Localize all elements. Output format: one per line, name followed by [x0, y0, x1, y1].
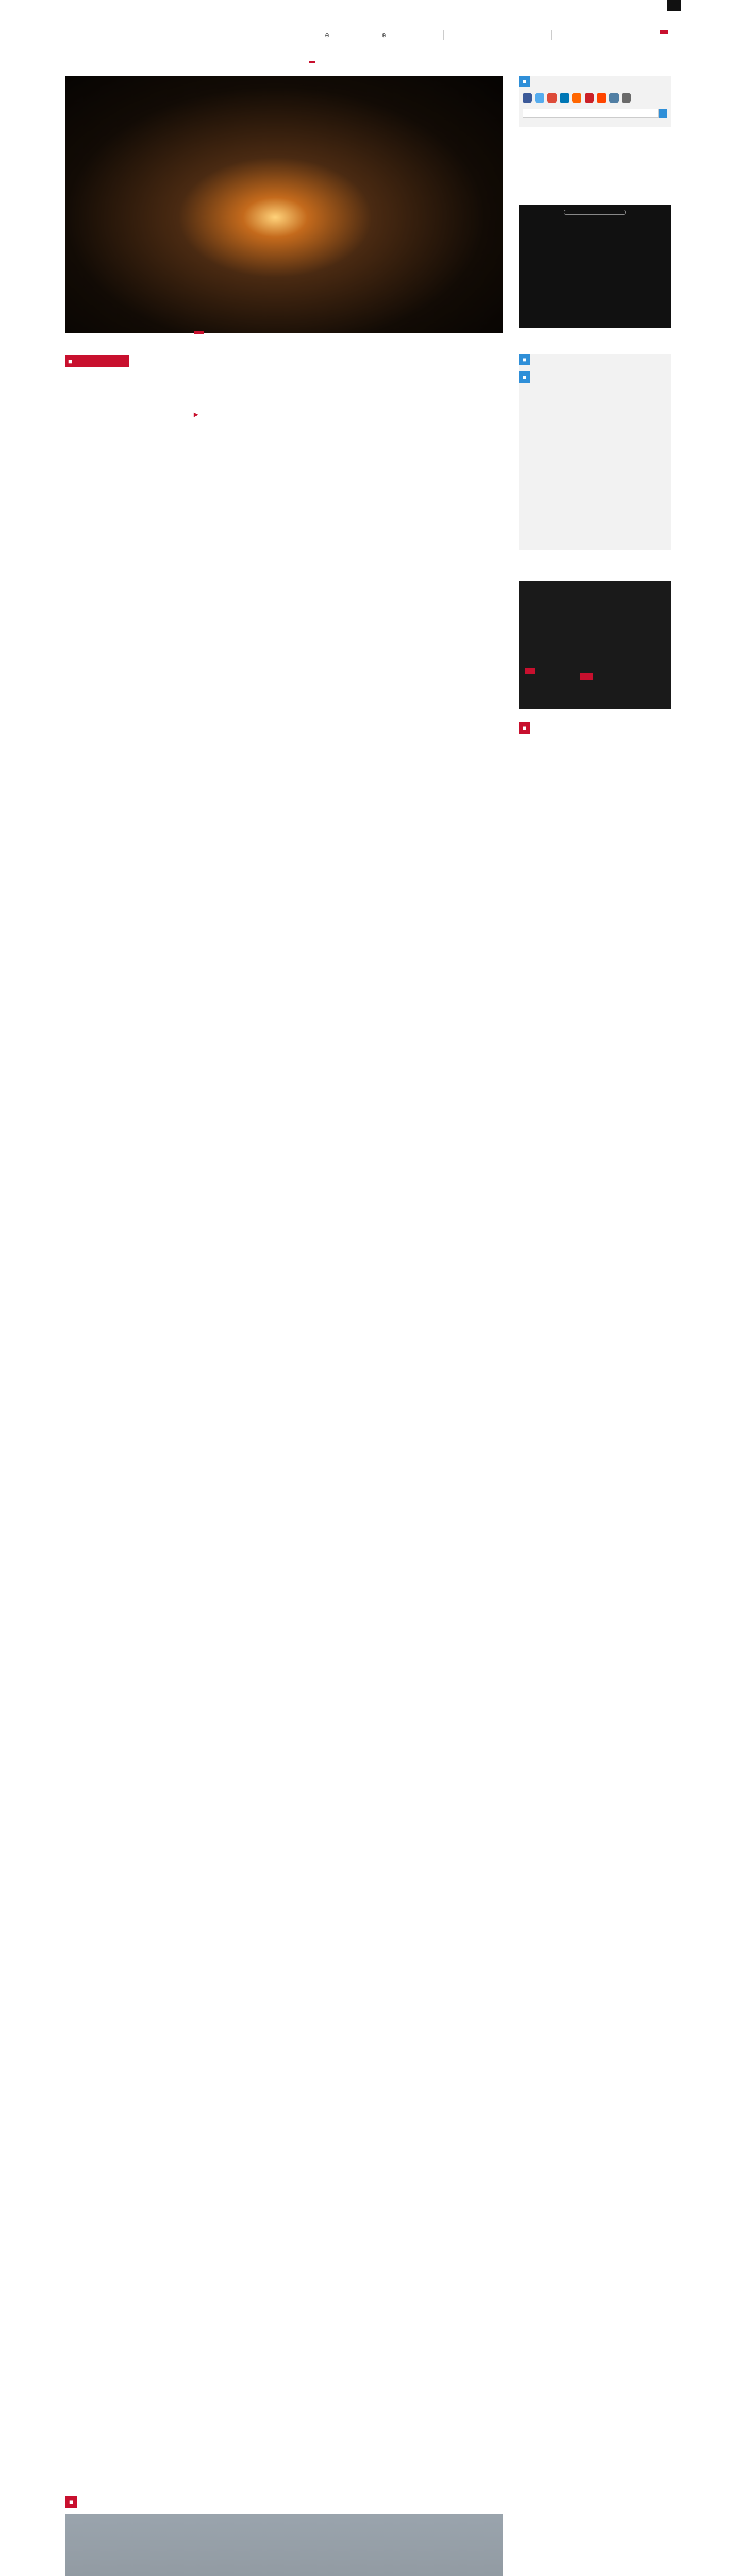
follow-heading: ■	[519, 76, 530, 87]
bigshot-image[interactable]	[65, 2514, 503, 2576]
ibt-box	[519, 722, 671, 841]
newsletter-form	[523, 109, 667, 118]
signup-button[interactable]	[659, 109, 667, 118]
google-plus-icon[interactable]	[547, 93, 557, 103]
advocate-ad[interactable]	[519, 859, 671, 923]
edition-selector[interactable]: ⊕	[325, 32, 330, 39]
bigshots-heading: ■	[65, 2496, 77, 2508]
hero-category[interactable]	[194, 331, 204, 334]
subscribe-ad[interactable]	[519, 581, 671, 709]
most-read-heading[interactable]: ■	[519, 371, 530, 383]
linkedin-icon[interactable]	[560, 93, 569, 103]
most-read-list	[519, 383, 671, 391]
email-input[interactable]	[523, 109, 659, 118]
app-store-badge[interactable]	[564, 210, 626, 215]
social-icons	[523, 93, 667, 103]
headlines-heading: ■	[65, 355, 129, 367]
sub-price	[525, 668, 535, 674]
main-nav	[309, 61, 346, 63]
register-button[interactable]	[667, 0, 681, 11]
most-shared-heading[interactable]: ■	[519, 354, 530, 365]
most-read-box	[519, 354, 671, 550]
try-newsweek-button[interactable]	[660, 30, 668, 34]
currency-selector[interactable]: ⊕	[381, 32, 387, 39]
site-header	[0, 11, 734, 65]
ibt-heading: ■	[519, 722, 530, 734]
follow-box	[519, 76, 671, 127]
page-body	[0, 65, 734, 2576]
hero-related-link[interactable]	[194, 411, 198, 418]
reddit-icon[interactable]	[597, 93, 606, 103]
pinterest-icon[interactable]	[585, 93, 594, 103]
top-bar	[0, 0, 734, 11]
ipad-promo[interactable]	[519, 205, 671, 328]
hero-image[interactable]	[65, 76, 503, 333]
nav-home[interactable]	[309, 61, 315, 63]
search-input[interactable]	[443, 30, 552, 40]
instagram-icon[interactable]	[609, 93, 619, 103]
mail-icon[interactable]	[622, 93, 631, 103]
subscribe-button[interactable]	[580, 673, 593, 680]
rss-icon[interactable]	[572, 93, 581, 103]
facebook-icon[interactable]	[523, 93, 532, 103]
twitter-icon[interactable]	[535, 93, 544, 103]
